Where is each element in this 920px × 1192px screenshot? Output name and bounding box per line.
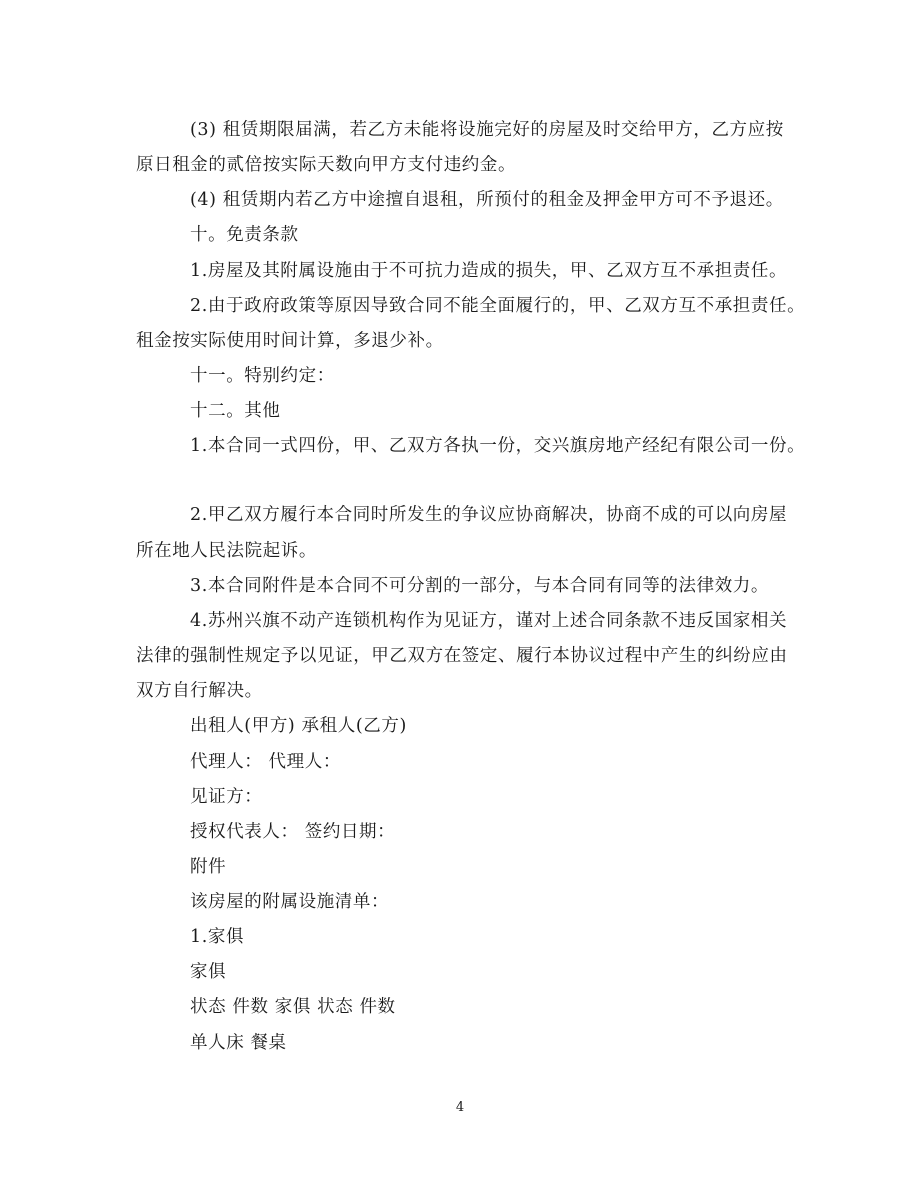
clause-10-2-line-1: 2.由于政府政策等原因导致合同不能全面履行的，甲、乙双方互不承担责任。 <box>190 296 806 316</box>
clause-9-3-line-1: (3) 租赁期限届满，若乙方未能将设施完好的房屋及时交给甲方，乙方应按 <box>190 120 784 140</box>
clause-12-2-line-2: 所在地人民法院起诉。 <box>136 541 317 561</box>
section-11-heading: 十一。特别约定： <box>190 366 335 386</box>
furniture-label: 家俱 <box>190 962 227 982</box>
signature-agents: 代理人： 代理人： <box>190 752 341 772</box>
facilities-list-heading: 该房屋的附属设施清单： <box>190 892 390 912</box>
clause-12-1: 1.本合同一式四份，甲、乙双方各执一份，交兴旗房地产经纪有限公司一份。 <box>190 436 806 456</box>
signature-representative-date: 授权代表人： 签约日期： <box>190 822 396 842</box>
appendix-heading: 附件 <box>190 857 227 877</box>
furniture-table-header: 状态 件数 家俱 状态 件数 <box>190 997 396 1017</box>
clause-12-2-line-1: 2.甲乙双方履行本合同时所发生的争议应协商解决，协商不成的可以向房屋 <box>190 505 788 525</box>
page-number: 4 <box>455 1100 465 1115</box>
clause-10-1: 1.房屋及其附属设施由于不可抗力造成的损失，甲、乙双方互不承担责任。 <box>190 261 788 281</box>
signature-witness: 见证方： <box>190 787 263 807</box>
furniture-table-row: 单人床 餐桌 <box>190 1033 287 1053</box>
clause-10-2-line-2: 租金按实际使用时间计算，多退少补。 <box>136 331 444 351</box>
clause-12-4-line-1: 4.苏州兴旗不动产连锁机构作为见证方，谨对上述合同条款不违反国家相关 <box>190 611 788 631</box>
section-12-heading: 十二。其他 <box>190 401 281 421</box>
furniture-item-heading: 1.家俱 <box>190 927 245 947</box>
clause-9-4: (4) 租赁期内若乙方中途擅自退租，所预付的租金及押金甲方可不予退还。 <box>190 190 784 210</box>
clause-12-3: 3.本合同附件是本合同不可分割的一部分，与本合同有同等的法律效力。 <box>190 576 769 596</box>
clause-12-4-line-3: 双方自行解决。 <box>136 681 263 701</box>
section-10-heading: 十。免责条款 <box>190 225 299 245</box>
clause-9-3-line-2: 原日租金的贰倍按实际天数向甲方支付违约金。 <box>136 155 517 175</box>
signature-parties: 出租人(甲方) 承租人(乙方) <box>190 716 407 736</box>
clause-12-4-line-2: 法律的强制性规定予以见证，甲乙双方在签定、履行本协议过程中产生的纠纷应由 <box>136 646 788 666</box>
